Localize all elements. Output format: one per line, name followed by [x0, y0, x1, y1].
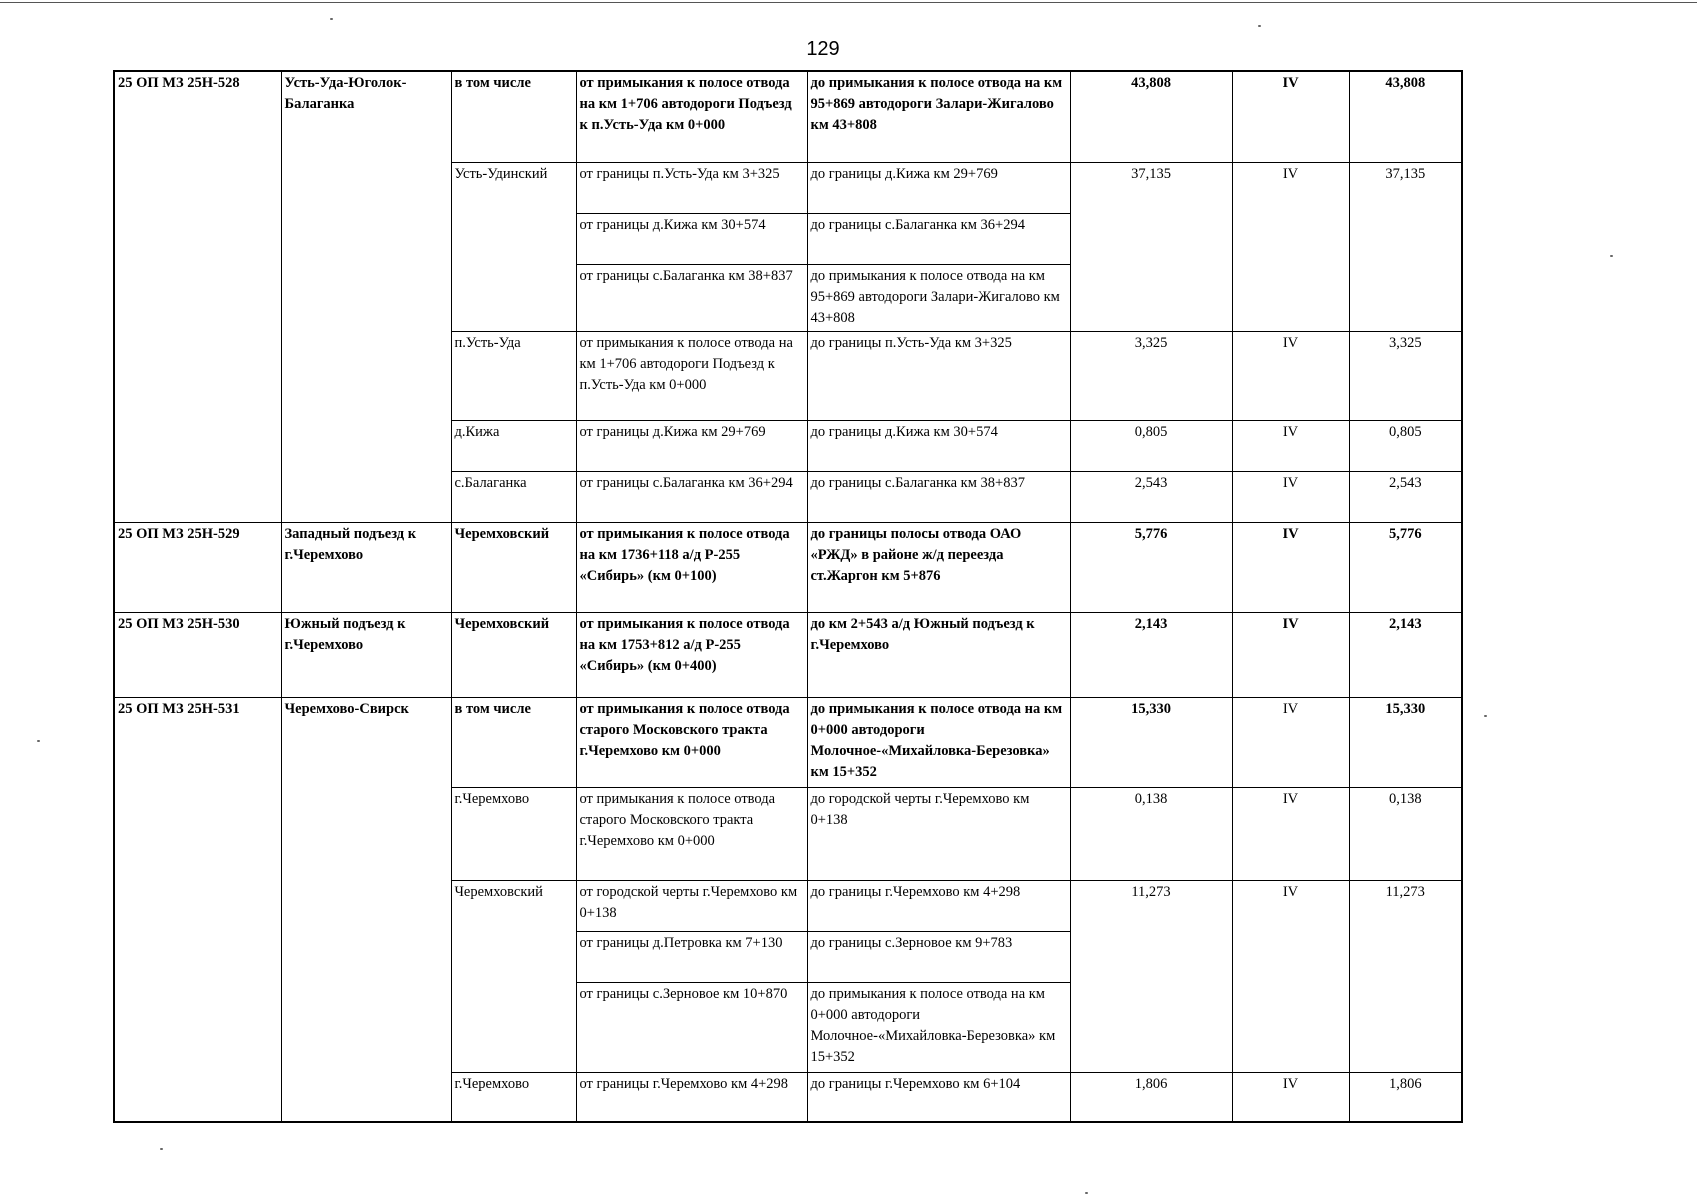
from-cell: от границы г.Черемхово км 4+298 [576, 1072, 807, 1122]
from-cell: от границы с.Зерновое км 10+870 [576, 982, 807, 1072]
from-cell: от границы д.Кижа км 30+574 [576, 213, 807, 264]
total-cell: 5,776 [1349, 522, 1462, 612]
category-cell: IV [1232, 880, 1349, 1072]
table-row [114, 71, 1462, 162]
length-cell: 5,776 [1070, 522, 1232, 612]
length-cell: 11,273 [1070, 880, 1232, 1072]
district-cell: в том числе [451, 697, 576, 787]
scan-speck [1085, 1192, 1088, 1194]
to-cell: до км 2+543 а/д Южный подъезд к г.Черемхово [807, 612, 1070, 697]
to-cell: до границы г.Черемхово км 4+298 [807, 880, 1070, 931]
length-cell: 3,325 [1070, 331, 1232, 420]
category-cell: IV [1232, 522, 1349, 612]
from-cell: от границы д.Кижа км 29+769 [576, 420, 807, 471]
total-cell: 0,805 [1349, 420, 1462, 471]
category-cell: IV [1232, 697, 1349, 787]
length-cell: 43,808 [1070, 71, 1232, 162]
to-cell: до примыкания к полосе отвода на км 95+869 автодороги Залари-Жигалово км 43+808 [807, 71, 1070, 162]
length-cell: 2,543 [1070, 471, 1232, 522]
total-cell: 11,273 [1349, 880, 1462, 1072]
road-code: 25 ОП МЗ 25Н-531 [114, 697, 281, 1122]
road-name: Западный подъезд к г.Черемхово [281, 522, 451, 612]
from-cell: от примыкания к полосе отвода на км 1+706 автодороги Подъезд к п.Усть-Уда км 0+000 [576, 71, 807, 162]
total-cell: 0,138 [1349, 787, 1462, 880]
category-cell: IV [1232, 612, 1349, 697]
category-cell: IV [1232, 71, 1349, 162]
road-name: Усть-Уда-Юголок-Балаганка [281, 71, 451, 522]
total-cell: 2,543 [1349, 471, 1462, 522]
district-cell: Черемховский [451, 522, 576, 612]
length-cell: 2,143 [1070, 612, 1232, 697]
total-cell: 1,806 [1349, 1072, 1462, 1122]
table-row [114, 522, 1462, 612]
scan-speck [1484, 715, 1487, 717]
to-cell: до примыкания к полосе отвода на км 0+000 автодороги Молочное-«Михайловка-Березовка» км 15+352 [807, 982, 1070, 1072]
from-cell: от примыкания к полосе отвода на км 1+706 автодороги Подъезд к п.Усть-Уда км 0+000 [576, 331, 807, 420]
table-row [114, 697, 1462, 787]
total-cell: 15,330 [1349, 697, 1462, 787]
total-cell: 37,135 [1349, 162, 1462, 331]
category-cell: IV [1232, 331, 1349, 420]
to-cell: до городской черты г.Черемхово км 0+138 [807, 787, 1070, 880]
category-cell: IV [1232, 420, 1349, 471]
scan-speck [1258, 25, 1261, 27]
scan-speck [330, 18, 333, 20]
district-cell: с.Балаганка [451, 471, 576, 522]
to-cell: до границы д.Кижа км 29+769 [807, 162, 1070, 213]
from-cell: от границы п.Усть-Уда км 3+325 [576, 162, 807, 213]
to-cell: до границы с.Балаганка км 36+294 [807, 213, 1070, 264]
category-cell: IV [1232, 162, 1349, 331]
total-cell: 3,325 [1349, 331, 1462, 420]
to-cell: до границы полосы отвода ОАО «РЖД» в районе ж/д переезда ст.Жаргон км 5+876 [807, 522, 1070, 612]
to-cell: до границы с.Зерновое км 9+783 [807, 931, 1070, 982]
length-cell: 0,138 [1070, 787, 1232, 880]
length-cell: 0,805 [1070, 420, 1232, 471]
length-cell: 37,135 [1070, 162, 1232, 331]
roads-table [113, 70, 1463, 1123]
to-cell: до границы п.Усть-Уда км 3+325 [807, 331, 1070, 420]
to-cell: до примыкания к полосе отвода на км 95+869 автодороги Залари-Жигалово км 43+808 [807, 264, 1070, 331]
district-cell: Черемховский [451, 612, 576, 697]
road-code: 25 ОП МЗ 25Н-530 [114, 612, 281, 697]
top-scan-line [0, 2, 1697, 3]
district-cell: д.Кижа [451, 420, 576, 471]
from-cell: от примыкания к полосе отвода на км 1753+812 а/д Р-255 «Сибирь» (км 0+400) [576, 612, 807, 697]
road-code: 25 ОП МЗ 25Н-529 [114, 522, 281, 612]
category-cell: IV [1232, 787, 1349, 880]
to-cell: до границы с.Балаганка км 38+837 [807, 471, 1070, 522]
district-cell: в том числе [451, 71, 576, 162]
district-cell: п.Усть-Уда [451, 331, 576, 420]
district-cell: Черемховский [451, 880, 576, 1072]
to-cell: до границы д.Кижа км 30+574 [807, 420, 1070, 471]
road-name: Южный подъезд к г.Черемхово [281, 612, 451, 697]
from-cell: от городской черты г.Черемхово км 0+138 [576, 880, 807, 931]
road-name: Черемхово-Свирск [281, 697, 451, 1122]
category-cell: IV [1232, 471, 1349, 522]
page-number: 129 [806, 38, 840, 60]
to-cell: до примыкания к полосе отвода на км 0+000 автодороги Молочное-«Михайловка-Березовка» км 15+352 [807, 697, 1070, 787]
from-cell: от примыкания к полосе отвода старого Московского тракта г.Черемхово км 0+000 [576, 787, 807, 880]
scan-speck [37, 740, 40, 742]
table-row [114, 612, 1462, 697]
district-cell: Усть-Удинский [451, 162, 576, 331]
from-cell: от примыкания к полосе отвода на км 1736+118 а/д Р-255 «Сибирь» (км 0+100) [576, 522, 807, 612]
district-cell: г.Черемхово [451, 787, 576, 880]
length-cell: 15,330 [1070, 697, 1232, 787]
district-cell: г.Черемхово [451, 1072, 576, 1122]
to-cell: до границы г.Черемхово км 6+104 [807, 1072, 1070, 1122]
from-cell: от границы с.Балаганка км 36+294 [576, 471, 807, 522]
length-cell: 1,806 [1070, 1072, 1232, 1122]
scan-speck [160, 1148, 163, 1150]
category-cell: IV [1232, 1072, 1349, 1122]
from-cell: от границы д.Петровка км 7+130 [576, 931, 807, 982]
road-code: 25 ОП МЗ 25Н-528 [114, 71, 281, 522]
scan-speck [1610, 255, 1613, 257]
total-cell: 43,808 [1349, 71, 1462, 162]
total-cell: 2,143 [1349, 612, 1462, 697]
from-cell: от примыкания к полосе отвода старого Московского тракта г.Черемхово км 0+000 [576, 697, 807, 787]
from-cell: от границы с.Балаганка км 38+837 [576, 264, 807, 331]
